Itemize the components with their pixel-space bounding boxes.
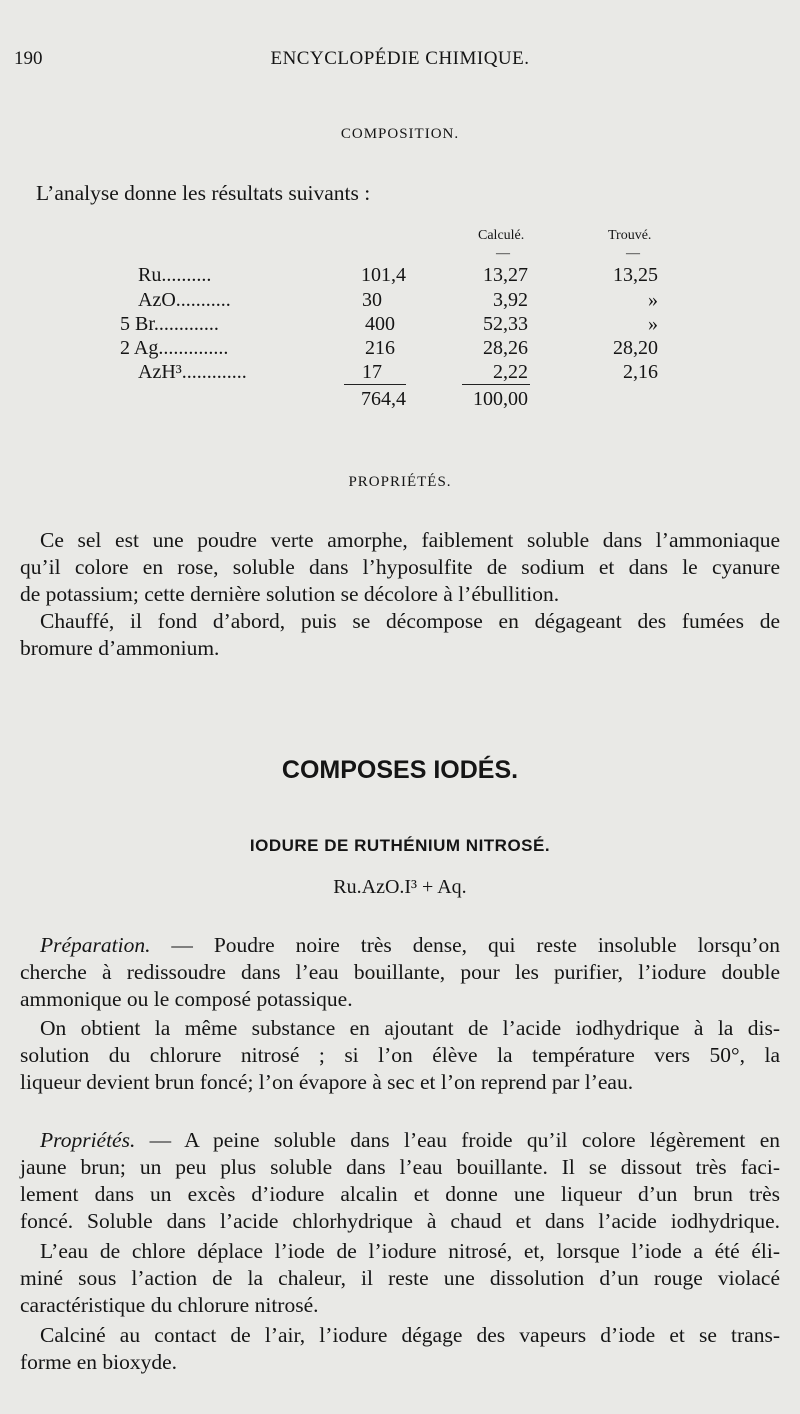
row-calcule: 2,22: [493, 361, 528, 383]
table-row: [0, 289, 800, 311]
row-value: 101,4: [361, 264, 406, 286]
table-row: [0, 337, 800, 359]
proprietes-line: Chauffé, il fond d’abord, puis se décompose en dégageant des fumées de: [40, 609, 780, 633]
proprietes-line: de potassium; cette dernière solution se décolore à l’ébullition.: [20, 582, 560, 606]
preparation-line: liqueur devient brun foncé; l’on évapore à sec et l’on reprend par l’eau.: [20, 1070, 634, 1094]
table-row: [0, 313, 800, 335]
proprietes-iodure-line: lement dans un excès d’iodure alcalin et donne une liqueur d’un brun très: [20, 1182, 780, 1206]
analysis-intro: L’analyse donne les résultats suivants :: [36, 181, 371, 205]
column-trouve: Trouvé.: [608, 228, 652, 243]
row-trouve: »: [648, 313, 658, 335]
row-value: 30: [362, 289, 382, 311]
proprietes-iodure-line: Calciné au contact de l’air, l’iodure dégage des vapeurs d’iode et se trans-: [40, 1323, 780, 1347]
proprietes-iodure-line: L’eau de chlore déplace l’iode de l’iodure nitrosé, et, lorsque l’iode a été éli-: [40, 1239, 780, 1263]
proprietes-text: — A peine soluble dans l’eau froide qu’il colore légèrement en: [135, 1128, 780, 1152]
total-calcule: 100,00: [473, 388, 528, 410]
proprietes-iodure-line: foncé. Soluble dans l’acide chlorhydrique à chaud et dans l’acide iodhydrique.: [20, 1209, 780, 1233]
column-dash: —: [496, 246, 510, 261]
row-trouve: 2,16: [623, 361, 658, 383]
page-header: [0, 48, 800, 76]
row-label: AzO...........: [138, 289, 231, 311]
preparation-line: [20, 930, 780, 960]
preparation-line: On obtient la même substance en ajoutant de l’acide iodhydrique à la dis-: [40, 1016, 780, 1040]
proprietes-iodure-line: caractéristique du chlorure nitrosé.: [20, 1293, 319, 1317]
composition-title: COMPOSITION.: [340, 126, 460, 142]
row-label: Ru..........: [138, 264, 212, 286]
row-calcule: 28,26: [483, 337, 528, 359]
page-number: 190: [14, 48, 43, 69]
proprietes-label: Propriétés.: [40, 1128, 136, 1152]
preparation-line: ammonique ou le composé potassique.: [20, 987, 353, 1011]
preparation-line: solution du chlorure nitrosé ; si l’on élève la température vers 50°, la: [20, 1043, 780, 1067]
row-calcule: 13,27: [483, 264, 528, 286]
sum-rule: [462, 384, 530, 385]
row-label: 2 Ag..............: [120, 337, 229, 359]
row-calcule: 3,92: [493, 289, 528, 311]
proprietes-iodure-line: miné sous l’action de la chaleur, il reste une dissolution d’un rouge violacé: [20, 1266, 780, 1290]
proprietes-title: PROPRIÉTÉS.: [348, 474, 452, 490]
running-title: ENCYCLOPÉDIE CHIMIQUE.: [270, 48, 530, 69]
row-label: 5 Br.............: [120, 313, 219, 335]
row-value: 400: [365, 313, 395, 335]
preparation-label: Préparation.: [40, 933, 151, 957]
row-value: 17: [362, 361, 382, 383]
row-trouve: 28,20: [613, 337, 658, 359]
row-value: 216: [365, 337, 395, 359]
preparation-text: — Poudre noire très dense, qui reste insoluble lorsqu’on: [150, 933, 780, 957]
column-calcule: Calculé.: [478, 228, 525, 243]
iodes-formula: Ru.AzO.I³ + Aq.: [333, 876, 467, 898]
row-label: AzH³.............: [138, 361, 247, 383]
column-dash: —: [626, 246, 640, 261]
proprietes-line: Ce sel est une poudre verte amorphe, faiblement soluble dans l’ammoniaque: [40, 528, 780, 552]
proprietes-line: qu’il colore en rose, soluble dans l’hyposulfite de sodium et dans le cyanure: [20, 555, 780, 579]
table-total-row: [0, 388, 800, 410]
preparation-line: cherche à redissoudre dans l’eau bouillante, pour les purifier, l’iodure double: [20, 960, 780, 984]
iodes-section-title: COMPOSES IODÉS.: [281, 756, 519, 784]
row-calcule: 52,33: [483, 313, 528, 335]
proprietes-iodure-line: forme en bioxyde.: [20, 1350, 178, 1374]
iodes-subtitle: IODURE DE RUTHÉNIUM NITROSÉ.: [249, 836, 551, 855]
row-trouve: 13,25: [613, 264, 658, 286]
sum-rule: [344, 384, 406, 385]
table-row: [0, 361, 800, 383]
proprietes-iodure-line: jaune brun; un peu plus soluble dans l’eau bouillante. Il se dissout très faci-: [20, 1155, 780, 1179]
row-trouve: »: [648, 289, 658, 311]
table-row: [0, 264, 800, 286]
proprietes-iodure-line: [20, 1125, 780, 1155]
total-value: 764,4: [361, 388, 406, 410]
proprietes-line: bromure d’ammonium.: [20, 636, 220, 660]
